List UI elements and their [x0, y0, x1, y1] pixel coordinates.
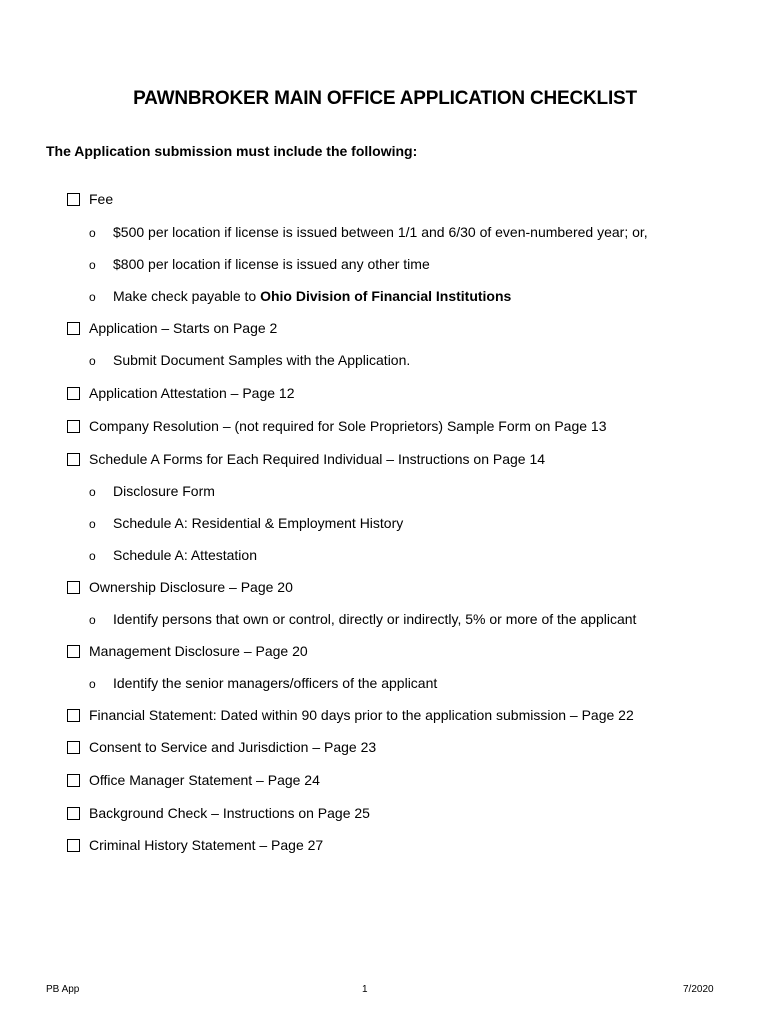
bullet-icon: o: [89, 258, 96, 272]
checkbox[interactable]: [67, 387, 80, 400]
checkbox[interactable]: [67, 807, 80, 820]
checklist-item-management: [67, 642, 308, 660]
intro-text: The Application submission must include the following:: [46, 143, 418, 159]
sub-item-label: Submit Document Samples with the Application.: [113, 352, 411, 368]
footer-date: 7/2020: [683, 984, 714, 995]
checklist-item-application: [67, 319, 277, 337]
bullet-icon: o: [89, 226, 96, 240]
checkbox[interactable]: [67, 839, 80, 852]
item-label: Company Resolution – (not required for Sole Proprietors) Sample Form on Page 13: [89, 418, 607, 434]
bullet-icon: o: [89, 290, 96, 304]
checkbox[interactable]: [67, 453, 80, 466]
checklist-item-financial: [67, 706, 634, 724]
sub-item: [89, 287, 511, 306]
checklist-item-schedule-a: [67, 450, 545, 468]
checklist-item-background: [67, 804, 370, 822]
item-label: Ownership Disclosure – Page 20: [89, 579, 293, 595]
checklist-item-office-manager: [67, 771, 320, 789]
sub-item: [89, 674, 437, 693]
sub-item: [89, 255, 430, 274]
checkbox[interactable]: [67, 709, 80, 722]
checkbox[interactable]: [67, 420, 80, 433]
sub-item: [89, 610, 636, 629]
sub-item-label: Identify persons that own or control, directly or indirectly, 5% or more of the applicant: [113, 611, 637, 627]
page-title: PAWNBROKER MAIN OFFICE APPLICATION CHECKLIST: [133, 88, 637, 109]
sub-item-label: Disclosure Form: [113, 483, 215, 499]
checklist-item-consent: [67, 738, 376, 756]
bullet-icon: o: [89, 517, 96, 531]
footer-page-number: 1: [362, 984, 368, 995]
sub-item-label: Make check payable to: [113, 288, 261, 304]
bullet-icon: o: [89, 485, 96, 499]
item-label: Fee: [89, 191, 114, 207]
sub-item: [89, 546, 257, 565]
sub-item: [89, 223, 648, 242]
item-label: Schedule A Forms for Each Required Individual – Instructions on Page 14: [89, 451, 546, 467]
checklist-item-attestation: [67, 384, 294, 402]
bullet-icon: o: [89, 549, 96, 563]
item-label: Management Disclosure – Page 20: [89, 643, 308, 659]
item-label: Financial Statement: Dated within 90 days prior to the application submission – Page 22: [89, 707, 634, 723]
bullet-icon: o: [89, 613, 96, 627]
item-label: Consent to Service and Jurisdiction – Page 23: [89, 739, 377, 755]
item-label: Office Manager Statement – Page 24: [89, 772, 320, 788]
checkbox[interactable]: [67, 581, 80, 594]
sub-item: [89, 514, 403, 533]
item-label: Application Attestation – Page 12: [89, 385, 295, 401]
bullet-icon: o: [89, 677, 96, 691]
item-label: Background Check – Instructions on Page 25: [89, 805, 370, 821]
bullet-icon: o: [89, 354, 96, 368]
checklist-item-ownership: [67, 578, 293, 596]
item-label: Application – Starts on Page 2: [89, 320, 278, 336]
checkbox[interactable]: [67, 645, 80, 658]
sub-item: [89, 482, 215, 501]
item-label: Criminal History Statement – Page 27: [89, 837, 324, 853]
checkbox[interactable]: [67, 322, 80, 335]
payee-name: Ohio Division of Financial Institutions: [260, 288, 512, 304]
sub-item-label: Identify the senior managers/officers of the applicant: [113, 675, 438, 691]
sub-item-label: Schedule A: Attestation: [113, 547, 257, 563]
sub-item-label: $800 per location if license is issued any other time: [113, 256, 430, 272]
footer-doc-id: PB App: [46, 984, 80, 995]
sub-item: [89, 351, 410, 370]
checkbox[interactable]: [67, 193, 80, 206]
checkbox[interactable]: [67, 741, 80, 754]
checklist-item-criminal: [67, 836, 323, 854]
sub-item-label: $500 per location if license is issued between 1/1 and 6/30 of even-numbered year; or,: [113, 224, 648, 240]
checklist-item-resolution: [67, 417, 606, 435]
checkbox[interactable]: [67, 774, 80, 787]
checklist-item-fee: [67, 190, 113, 208]
sub-item-label: Schedule A: Residential & Employment History: [113, 515, 404, 531]
